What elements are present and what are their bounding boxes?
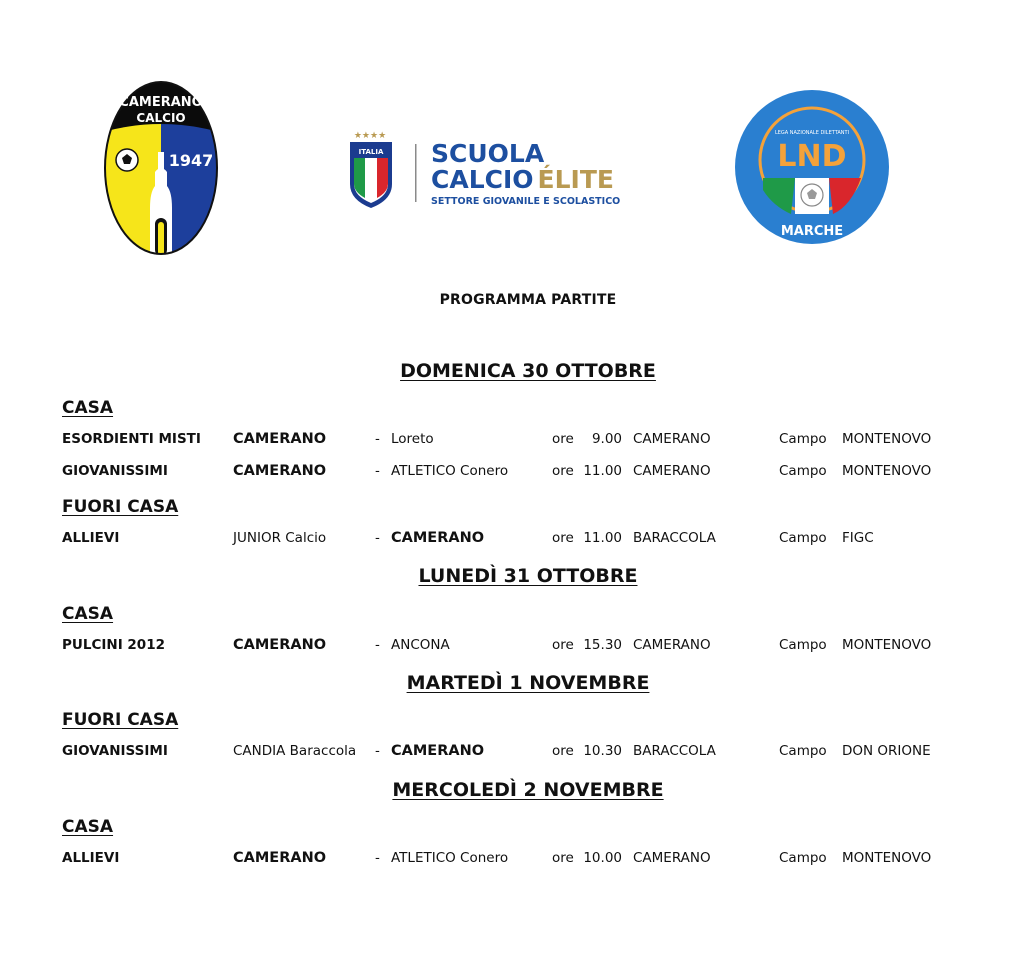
day-heading: MERCOLEDÌ 2 NOVEMBRE [392, 779, 664, 801]
logo-scuola-line3: SETTORE GIOVANILE E SCOLASTICO [431, 196, 621, 207]
away-team: Loreto [391, 431, 434, 447]
time-label: ore [552, 850, 574, 866]
program-title: PROGRAMMA PARTITE [439, 292, 617, 308]
time-label: ore [552, 743, 574, 759]
match-city: BARACCOLA [633, 530, 716, 546]
logo-scuola-line2b: ÉLITE [537, 165, 614, 194]
match-separator: - [375, 637, 380, 653]
football-icon [116, 149, 138, 171]
away-team: ATLETICO Conero [391, 850, 509, 866]
match-separator: - [375, 463, 380, 479]
match-row [0, 637, 1024, 657]
section-label: FUORI CASA [62, 497, 179, 517]
field-name: MONTENOVO [842, 431, 932, 447]
kickoff-time: 11.00 [583, 530, 622, 546]
kickoff-time: 11.00 [583, 463, 622, 479]
home-team: CANDIA Baraccola [233, 743, 357, 759]
match-row [0, 850, 1024, 870]
match-row [0, 530, 1024, 550]
section-label: FUORI CASA [62, 710, 179, 730]
time-label: ore [552, 637, 574, 653]
scuola-calcio-elite-logo [345, 126, 635, 212]
section-label: CASA [62, 398, 114, 418]
match-separator: - [375, 743, 380, 759]
time-label: ore [552, 463, 574, 479]
away-team: CAMERANO [391, 530, 485, 546]
svg-text:CALCIOÉLITE [431, 165, 614, 194]
away-team: CAMERANO [391, 743, 485, 759]
match-category: PULCINI 2012 [62, 637, 165, 653]
match-row [0, 463, 1024, 483]
football-icon [801, 184, 823, 206]
shield-badge-text: ITALIA [358, 148, 384, 156]
logo-camerano-top: CAMERANO [119, 95, 203, 110]
day-heading: DOMENICA 30 OTTOBRE [400, 360, 656, 382]
home-team: CAMERANO [233, 431, 327, 447]
field-label: Campo [779, 850, 827, 866]
day-heading: MARTEDÌ 1 NOVEMBRE [406, 672, 650, 694]
field-label: Campo [779, 530, 827, 546]
kickoff-time: 10.30 [583, 743, 622, 759]
field-name: MONTENOVO [842, 850, 932, 866]
field-label: Campo [779, 431, 827, 447]
home-team: JUNIOR Calcio [233, 530, 327, 546]
match-separator: - [375, 431, 380, 447]
section-label: CASA [62, 817, 114, 837]
match-city: CAMERANO [633, 637, 711, 653]
match-category: GIOVANISSIMI [62, 463, 168, 479]
logo-lnd-text: LND [777, 139, 847, 174]
field-name: DON ORIONE [842, 743, 931, 759]
logo-lnd-arc: LEGA NAZIONALE DILETTANTI [774, 130, 850, 136]
kickoff-time: 9.00 [591, 431, 622, 447]
away-team: ANCONA [391, 637, 450, 653]
match-category: ALLIEVI [62, 530, 120, 546]
away-team: ATLETICO Conero [391, 463, 509, 479]
match-category: GIOVANISSIMI [62, 743, 168, 759]
home-team: CAMERANO [233, 637, 327, 653]
match-separator: - [375, 530, 380, 546]
logo-camerano-year: 1947 [168, 151, 214, 170]
match-category: ALLIEVI [62, 850, 120, 866]
match-city: BARACCOLA [633, 743, 716, 759]
match-category: ESORDIENTI MISTI [62, 431, 201, 447]
field-name: MONTENOVO [842, 637, 932, 653]
match-separator: - [375, 850, 380, 866]
kickoff-time: 15.30 [583, 637, 622, 653]
home-team: CAMERANO [233, 463, 327, 479]
field-label: Campo [779, 637, 827, 653]
logo-camerano-bottom: CALCIO [136, 111, 186, 125]
logo-lnd-region: MARCHE [780, 224, 844, 239]
time-label: ore [552, 431, 574, 447]
day-heading: LUNEDÌ 31 OTTOBRE [418, 565, 638, 587]
logo-scuola-line2: CALCIO [431, 165, 534, 194]
match-row [0, 743, 1024, 763]
match-row [0, 431, 1024, 451]
field-name: FIGC [842, 530, 874, 546]
figc-shield-icon [350, 131, 392, 208]
lnd-marche-logo [733, 90, 891, 245]
match-city: CAMERANO [633, 431, 711, 447]
logo-scuola-line1: SCUOLA [431, 139, 545, 168]
section-label: CASA [62, 604, 114, 624]
camerano-calcio-logo [103, 80, 219, 256]
kickoff-time: 10.00 [583, 850, 622, 866]
field-name: MONTENOVO [842, 463, 932, 479]
svg-text:★★★★: ★★★★ [353, 131, 387, 141]
home-team: CAMERANO [233, 850, 327, 866]
field-label: Campo [779, 463, 827, 479]
field-label: Campo [779, 743, 827, 759]
match-city: CAMERANO [633, 463, 711, 479]
match-city: CAMERANO [633, 850, 711, 866]
time-label: ore [552, 530, 574, 546]
